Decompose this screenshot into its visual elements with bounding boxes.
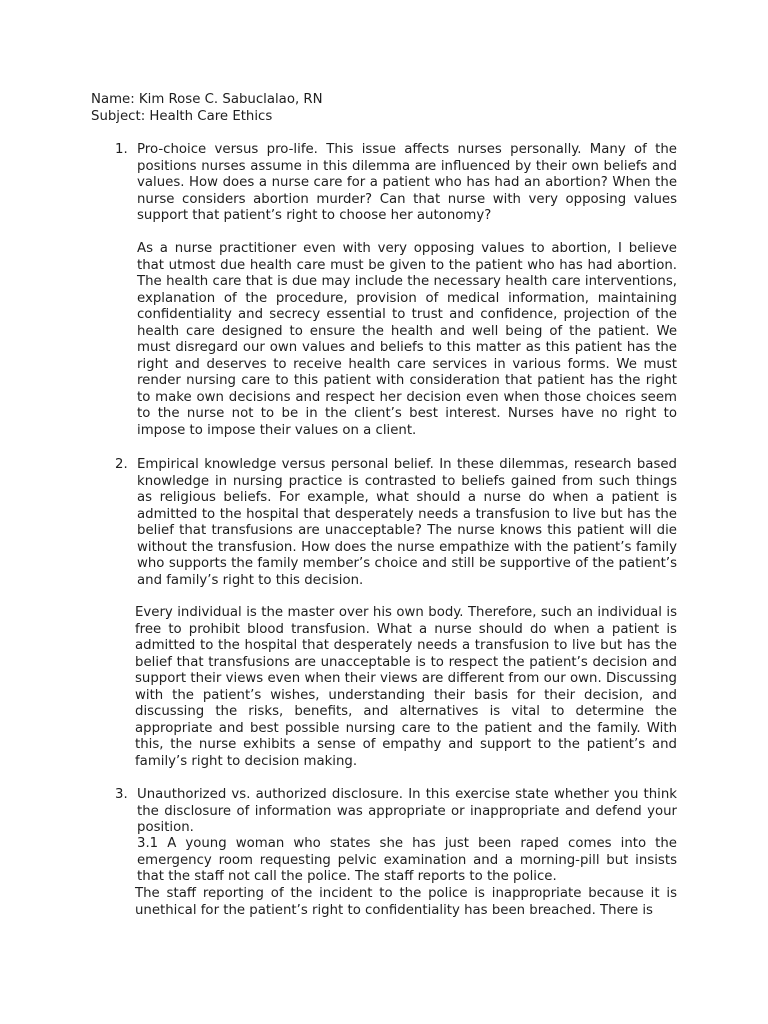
item-1-answer: As a nurse practitioner even with very opposing values to abortion, I believe that utmost due health care must be given to the patient who has had abortion. The health care that is due may include the necessary health care interventions, explanation of the procedure, provision of medical information, maintaining confidentiality and secrecy essential to trust and confidence, projection of the health care designed to ensure the health and well being of the patient. We must disregard our own values and beliefs to this matter as this patient has the right and deserves to receive health care services in various forms. We must render nursing care to this patient with consideration that patient has the right to make own decisions and respect her decision even when those choices seem to the nurse not to be in the client’s best interest. Nurses have no right to impose to impose their values on a client. — [137, 241, 677, 438]
item-3-question: Unauthorized vs. authorized disclosure. In this exercise state whether you think the disclosure of information was appropriate or inappropriate and defend your position. — [137, 787, 677, 835]
item-3-number: 3. — [115, 787, 128, 802]
item-1-question: Pro-choice versus pro-life. This issue affects nurses personally. Many of the positions nurses assume in this dilemma are influenced by their own beliefs and values. How does a nurse care for a patient who has had an abortion? When the nurse considers abortion murder? Can that nurse with very opposing values support that patient’s right to choose her autonomy? — [137, 142, 677, 223]
author-name: Name: Kim Rose C. Sabuclalao, RN — [91, 92, 323, 107]
item-3-sub-question: 3.1 A young woman who states she has just been raped comes into the emergency room requesting pelvic examination and a morning-pill but insists that the staff not call the police. The staff reports to the police. — [137, 836, 677, 884]
subject-line: Subject: Health Care Ethics — [91, 108, 273, 124]
item-3-answer: The staff reporting of the incident to the police is inappropriate because it is unethical for the patient’s right to confidentiality has been breached. There is — [135, 886, 677, 918]
item-2-question: Empirical knowledge versus personal belief. In these dilemmas, research based knowledge in nursing practice is contrasted to beliefs gained from such things as religious beliefs. For example, what should a nurse do when a patient is admitted to the hospital that desperately needs a transfusion to live but has the belief that transfusions are unacceptable? The nurse knows this patient will die without the transfusion. How does the nurse empathize with the patient’s family who supports the family member’s choice and still be supportive of the patient’s and family’s right to this decision. — [137, 457, 677, 588]
item-2-answer: Every individual is the master over his own body. Therefore, such an individual is free to prohibit blood transfusion. What a nurse should do when a patient is admitted to the hospital that desperately needs a transfusion to live but has the belief that transfusions are unacceptable is to respect the patient’s decision and support their views even when their views are different from our own. Discussing with the patient’s wishes, understanding their basis for their decision, and discussing the risks, benefits, and alternatives is vital to determine the appropriate and best possible nursing care to the patient and the family. With this, the nurse exhibits a sense of empathy and support to the patient’s and family’s right to decision making. — [135, 605, 677, 769]
document-header — [91, 92, 691, 125]
item-1-number: 1. — [115, 142, 128, 157]
item-2-number: 2. — [115, 457, 128, 472]
